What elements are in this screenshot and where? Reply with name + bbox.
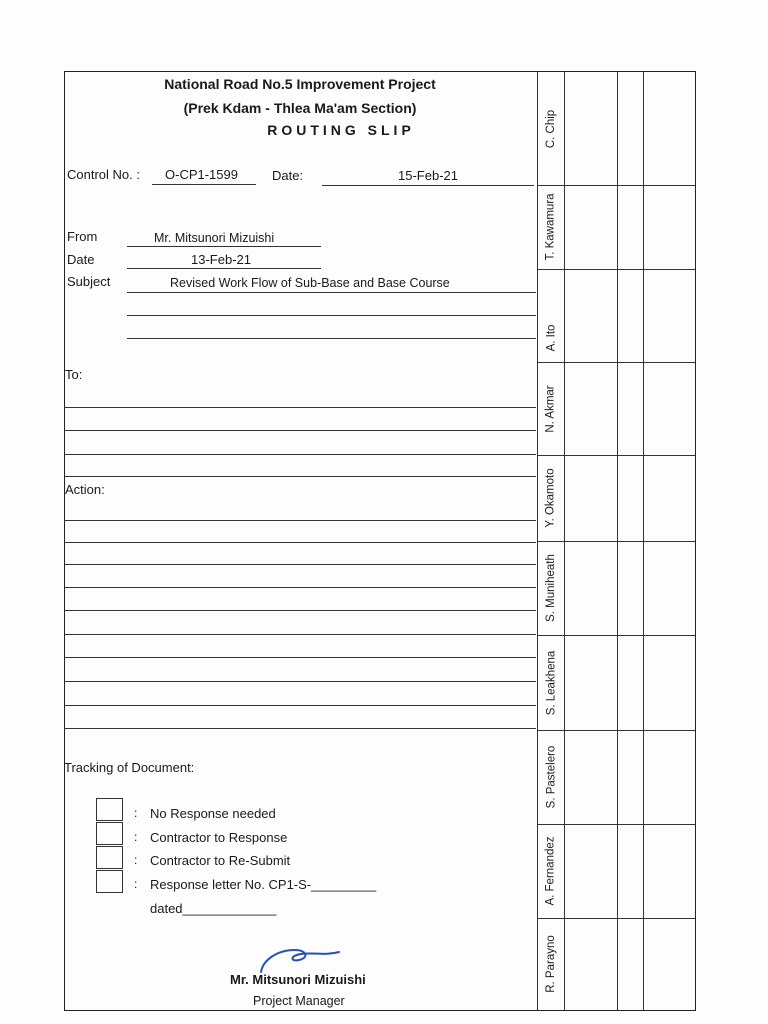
- action-label: Action:: [65, 482, 105, 497]
- subject-label: Subject: [67, 274, 111, 289]
- routing-cell-a-ito: [537, 269, 565, 362]
- option-separator: :: [134, 853, 138, 867]
- form-title: ROUTING SLIP: [267, 122, 415, 138]
- routing-name: Y. Okamoto: [545, 468, 557, 528]
- routing-cell-t-kawamura: [537, 185, 565, 269]
- option-separator: :: [134, 877, 138, 891]
- option-separator: :: [134, 830, 138, 844]
- routing-name: C. Chip: [545, 109, 558, 148]
- routing-cell-s-muniheath: [537, 541, 565, 635]
- checkbox-contractor-resubmit[interactable]: [96, 846, 123, 869]
- project-section: (Prek Kdam - Thlea Ma'am Section): [183, 100, 417, 116]
- routing-name: N. Akmar: [545, 384, 558, 433]
- routing-name: A. Ito: [544, 324, 557, 352]
- control-date-value: 15-Feb-21: [398, 168, 458, 183]
- checkbox-no-response[interactable]: [96, 798, 123, 821]
- option-dated: dated_____________: [150, 901, 277, 916]
- routing-name: S. Muniheath: [545, 554, 558, 622]
- date-value: 13-Feb-21: [191, 252, 251, 267]
- control-no-label: Control No. :: [67, 167, 140, 182]
- routing-cell-y-okamoto: [537, 455, 565, 541]
- option-contractor-response: Contractor to Response: [150, 830, 288, 845]
- routing-name: S. Pastelero: [545, 745, 557, 809]
- date-label: Date: [67, 252, 95, 267]
- routing-cell-s-pastelero: [537, 730, 565, 824]
- routing-cell-c-chip: [537, 72, 565, 185]
- tracking-label: Tracking of Document:: [64, 760, 195, 775]
- routing-name: R. Parayno: [545, 935, 557, 993]
- routing-name: A. Fernandez: [545, 836, 558, 906]
- subject-value: Revised Work Flow of Sub-Base and Base Course: [170, 276, 450, 290]
- option-no-response: No Response needed: [150, 806, 276, 821]
- routing-cell-s-leakhena: [537, 635, 565, 730]
- from-value: Mr. Mitsunori Mizuishi: [154, 231, 275, 245]
- routing-cell-a-fernandez: [537, 824, 565, 918]
- routing-name: S. Leakhena: [545, 650, 557, 715]
- routing-name: T. Kawamura: [545, 193, 558, 261]
- routing-cell-n-akmar: [537, 362, 565, 455]
- project-title: National Road No.5 Improvement Project: [164, 76, 436, 92]
- option-separator: :: [134, 806, 138, 820]
- checkbox-response-letter[interactable]: [96, 870, 123, 893]
- signatory-title: Project Manager: [253, 994, 345, 1008]
- from-label: From: [67, 229, 98, 244]
- checkbox-contractor-response[interactable]: [96, 822, 123, 845]
- control-no-value: O-CP1-1599: [165, 167, 238, 182]
- control-date-label: Date:: [272, 168, 304, 183]
- option-response-letter: Response letter No. CP1-S-_________: [150, 877, 377, 892]
- option-contractor-resubmit: Contractor to Re-Submit: [150, 853, 291, 868]
- routing-cell-r-parayno: [537, 918, 565, 1010]
- to-label: To:: [65, 367, 83, 382]
- signatory-name: Mr. Mitsunori Mizuishi: [230, 972, 366, 987]
